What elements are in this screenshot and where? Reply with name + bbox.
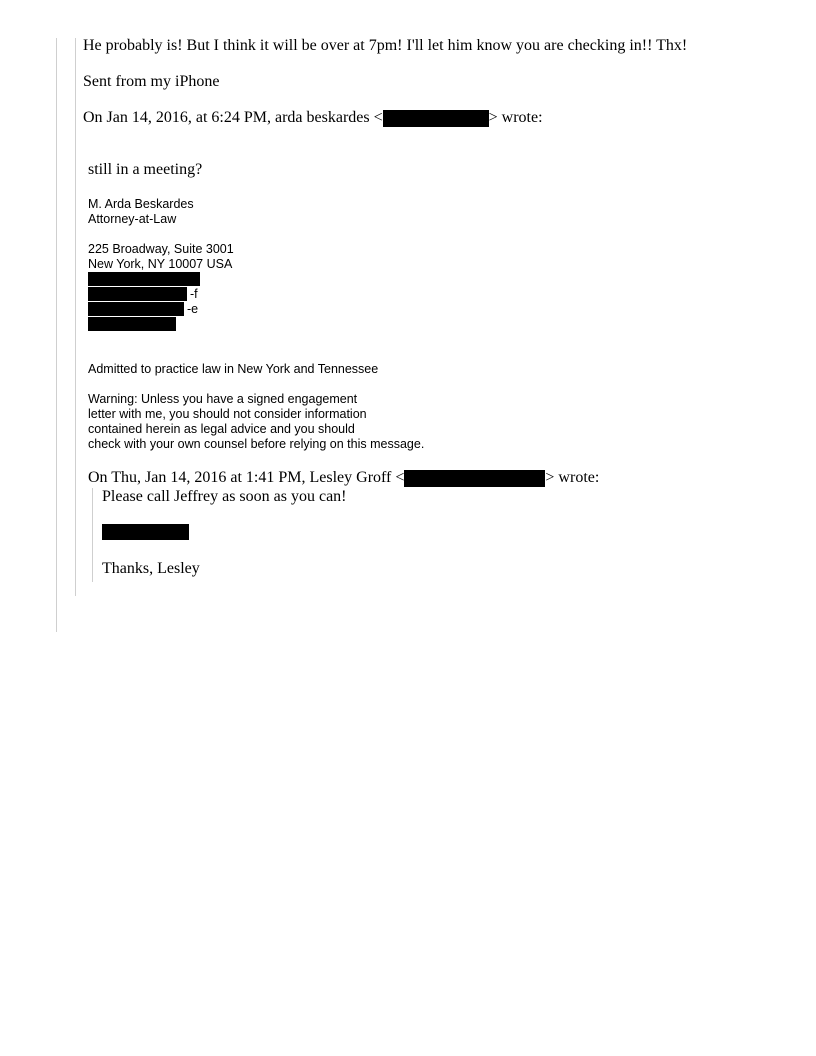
- reply-body: He probably is! But I think it will be over at 7pm! I'll let him know you are checking in!! Thx!: [83, 37, 688, 54]
- signature-warning-line1: Warning: Unless you have a signed engagement: [88, 392, 358, 406]
- quote-header-arda: [83, 109, 543, 127]
- redacted-fax: [88, 287, 187, 301]
- lesley-closing: Thanks, Lesley: [102, 560, 200, 577]
- redacted-block: [102, 524, 189, 540]
- lesley-message-body: Please call Jeffrey as soon as you can!: [102, 488, 347, 505]
- redacted-phone: [88, 272, 200, 286]
- signature-warning-line2: letter with me, you should not consider information: [88, 407, 367, 421]
- quote-header-lesley-prefix: On Thu, Jan 14, 2016 at 1:41 PM, Lesley Groff <: [88, 469, 405, 486]
- signature-admission: Admitted to practice law in New York and Tennessee: [88, 362, 379, 376]
- redacted-email: [404, 470, 545, 487]
- signature-warning-line4: check with your own counsel before relying on this message.: [88, 437, 425, 451]
- reply-signature: Sent from my iPhone: [83, 73, 220, 90]
- email-suffix: -e: [187, 302, 199, 316]
- signature-warning-line3: contained herein as legal advice and you should: [88, 422, 355, 436]
- quote-header-arda-prefix: On Jan 14, 2016, at 6:24 PM, arda beskardes <: [83, 109, 383, 126]
- signature-title: Attorney-at-Law: [88, 212, 177, 226]
- redacted-email-line: [88, 302, 184, 316]
- fax-suffix: -f: [190, 287, 198, 301]
- signature-name: M. Arda Beskardes: [88, 197, 194, 211]
- signature-address-line1: 225 Broadway, Suite 3001: [88, 242, 234, 256]
- quote-bar-middle: [75, 38, 76, 596]
- quote-bar-outer: [56, 38, 57, 632]
- quote-header-lesley-suffix: > wrote:: [545, 469, 600, 486]
- signature-address-line2: New York, NY 10007 USA: [88, 257, 233, 271]
- redacted-email: [383, 110, 489, 127]
- redacted-website: [88, 317, 176, 331]
- quote-header-lesley: [88, 469, 599, 487]
- quote-header-arda-suffix: > wrote:: [488, 109, 543, 126]
- quote-bar-inner: [92, 488, 93, 582]
- arda-message-body: still in a meeting?: [88, 161, 203, 178]
